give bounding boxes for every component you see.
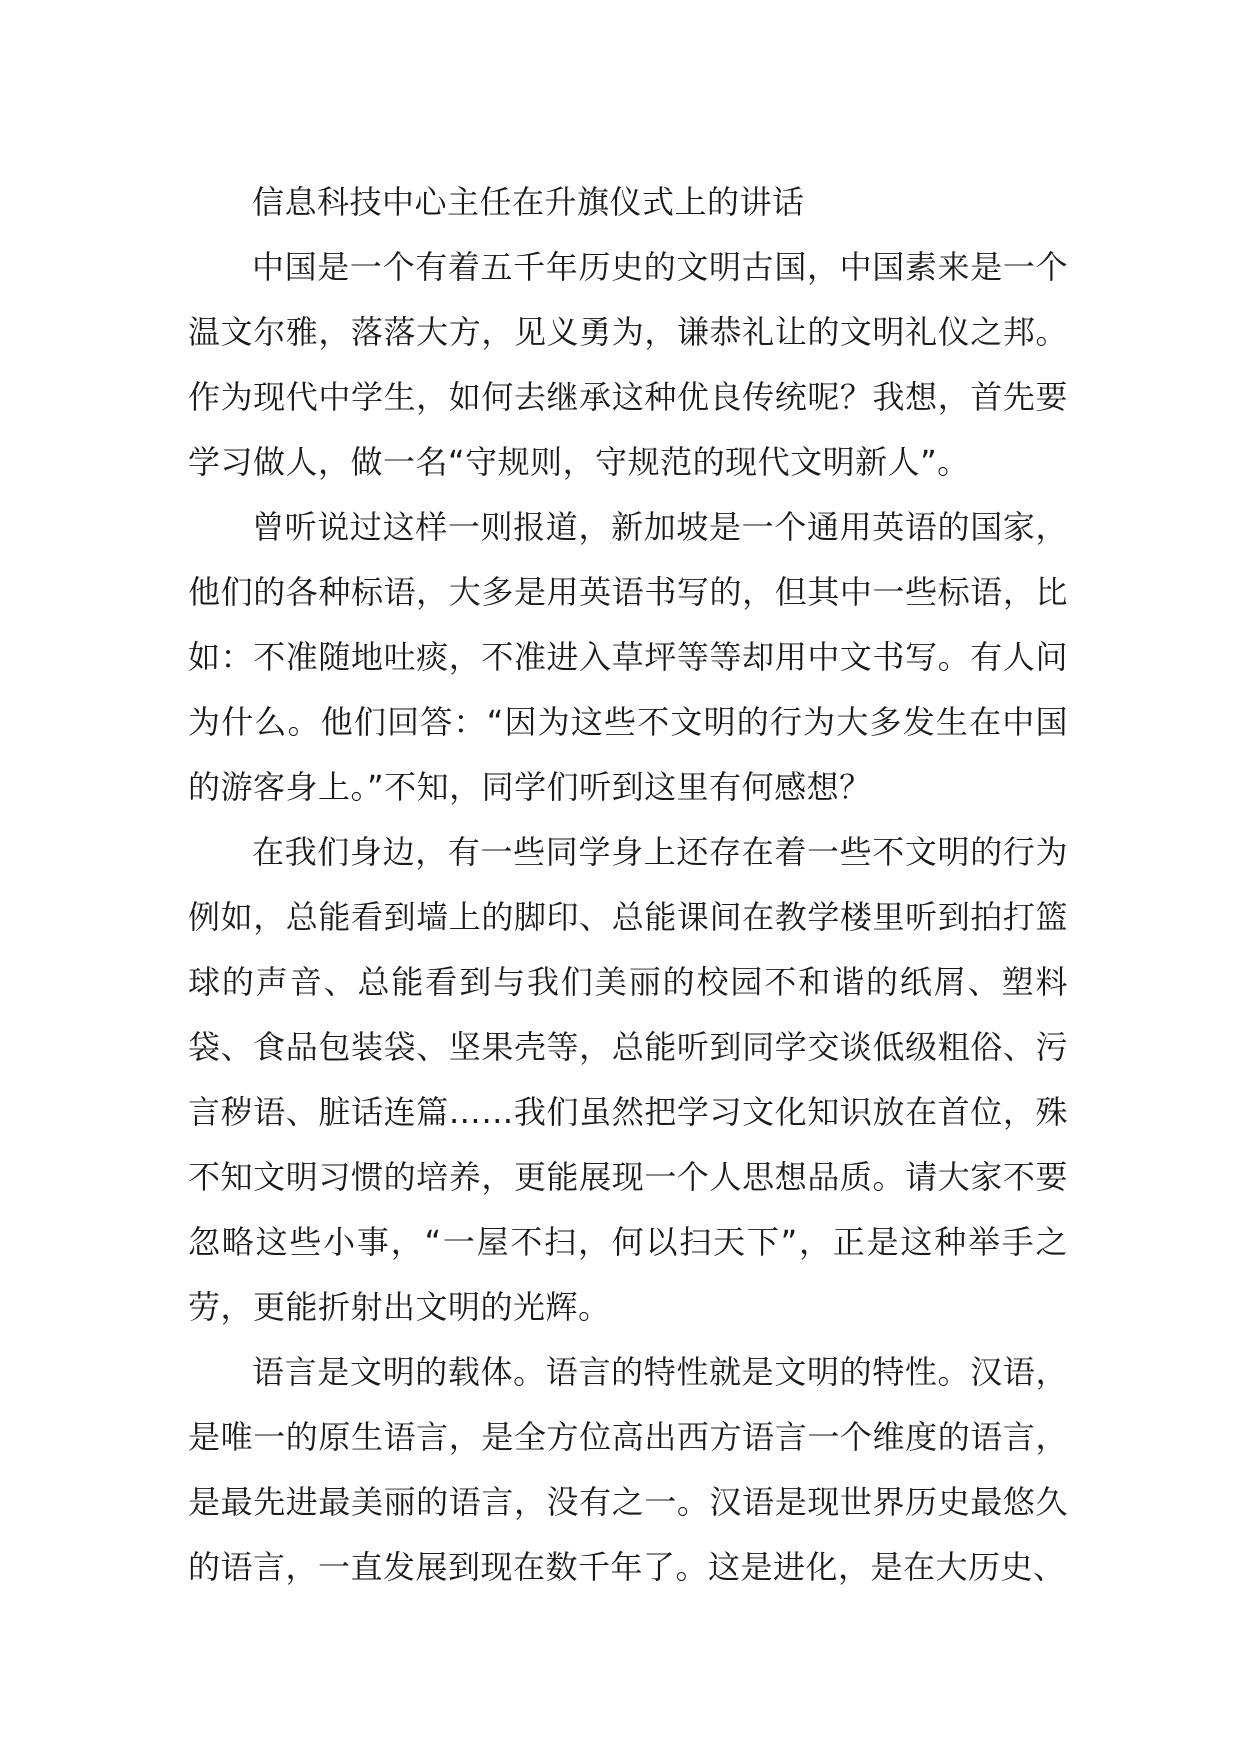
paragraph-4: 语言是文明的载体。语言的特性就是文明的特性。汉语，是唯一的原生语言，是全方位高出西方语言一个维度的语言，是最先进最美丽的语言，没有之一。汉语是现世界历史最悠久的语言，一直发展到现在数千年了。这是进化，是在大历史、 — [188, 1353, 1068, 1586]
paragraph-3: 在我们身边，有一些同学身上还存在着一些不文明的行为例如，总能看到墙上的脚印、总能课间在教学楼里听到拍打篮球的声音、总能看到与我们美丽的校园不和谐的纸屑、塑料袋、食品包装袋、坚果壳等，总能听到同学交谈低级粗俗、污言秽语、脏话连篇……我们虽然把学习文化知识放在首位，殊不知文明习惯的培养，更能展现一个人思想品质。请大家不要忽略这些小事，“一屋不扫，何以扫天下”，正是这种举手之劳，更能折射出文明的光辉。 — [188, 833, 1068, 1326]
paragraph-1: 中国是一个有着五千年历史的文明古国，中国素来是一个温文尔雅，落落大方，见义勇为，谦恭礼让的文明礼仪之邦。作为现代中学生，如何去继承这种优良传统呢？我想，首先要学习做人，做一名“守规则，守规范的现代文明新人”。 — [188, 248, 1068, 481]
paragraph-2: 曾听说过这样一则报道，新加坡是一个通用英语的国家，他们的各种标语，大多是用英语书写的，但其中一些标语，比如：不准随地吐痰，不准进入草坪等等却用中文书写。有人问为什么。他们回答：“因为这些不文明的行为大多发生在中国的游客身上。”不知，同学们听到这里有何感想？ — [188, 508, 1068, 806]
document-title: 信息科技中心主任在升旗仪式上的讲话 — [252, 183, 805, 221]
document-body — [188, 170, 1068, 1600]
